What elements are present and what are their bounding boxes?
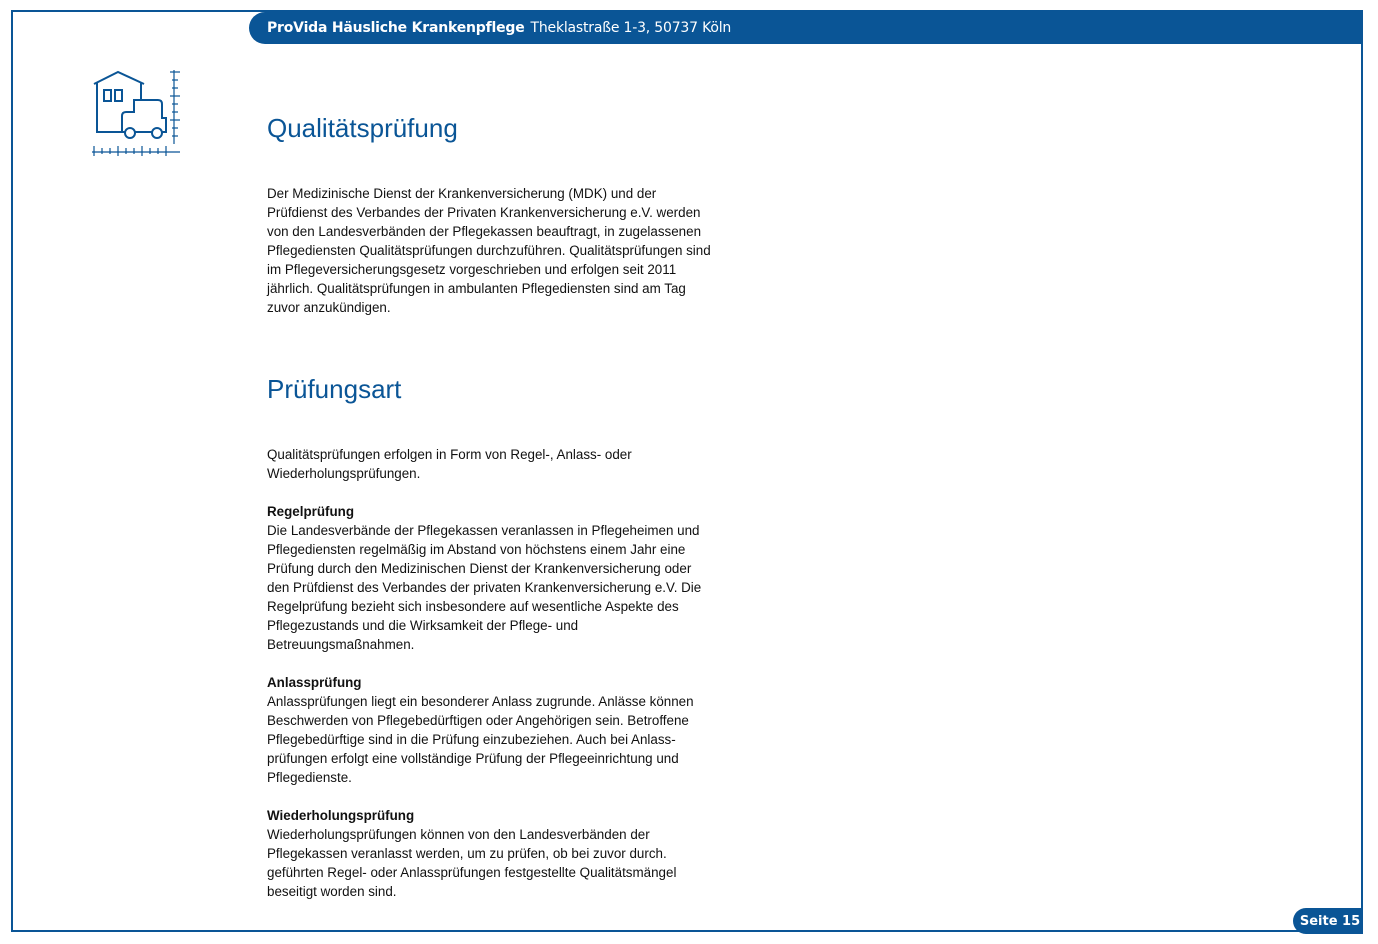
regelpruefung-heading: Regelprüfung — [267, 504, 355, 519]
pruefungsart-intro: Qualitätsprüfungen erfolgen in Form von Regel-, Anlass- oder Wiederholungsprüfungen. — [267, 447, 632, 481]
regelpruefung-text: Die Landesverbände der Pflegekassen veranlassen in Pflegeheimen und Pflegediensten regelmäßig im Abstand von höchstens einem Jahr eine Prüfung durch den Medizinischen Dienst der Krankenversicherung oder den Prüfdienst des Verbandes der privaten Krankenversicherung e.V. Die Regelprüfung bezieht sich insbesondere auf wesentliche Aspekte des Pflegezustands und die Wirksamkeit der Pflege- und Betreuungsmaßnahmen. — [267, 523, 702, 652]
section-title-qualitaetspruefung: Qualitätsprüfung — [267, 113, 458, 143]
wiederholungspruefung-text: Wiederholungsprüfungen können von den Landesverbänden der Pflegekassen veranlasst werden, um zu prüfen, ob bei zuvor durch. geführten Regel- oder Anlassprüfungen festgestellte Qualitätsmängel beseitigt worden sind. — [267, 827, 677, 899]
qualitaetspruefung-text: Der Medizinische Dienst der Krankenversicherung (MDK) und der Prüfdienst des Verbandes der Privaten Krankenversicherung e.V. werden von den Landesverbänden der Pflegekassen beauftragt, in zugelassenen Pflegediensten Qualitätsprüfungen durchzuführen. Qualitätsprüfungen sind im Pflegeversicherungsgesetz vorgeschrieben und erfolgen seit 2011 jährlich. Qualitätsprüfungen in ambulanten Pflegediensten sind am Tag zuvor anzukündigen. — [267, 186, 711, 315]
main-content — [267, 108, 717, 901]
house-with-car-measure-icon — [88, 66, 184, 160]
anlasspruefung-text: Anlassprüfungen liegt ein besonderer Anlass zugrunde. Anlässe können Beschwerden von Pflegebedürftigen oder Angehörigen sein. Betroffene Pflegebedürftige sind in die Prüfung einzubeziehen. Auch bei Anlass-prüfungen erfolgt eine vollständige Prüfung der Pflegeeinrichtung und Pflegedienste. — [267, 694, 694, 785]
header-bar — [249, 12, 1363, 44]
anlasspruefung-heading: Anlassprüfung — [267, 675, 362, 690]
header-brand: ProVida Häusliche Krankenpflege — [267, 20, 525, 36]
wiederholungspruefung-heading: Wiederholungsprüfung — [267, 808, 415, 823]
header-address: Theklastraße 1-3, 50737 Köln — [530, 20, 732, 36]
section-title-pruefungsart: Prüfungsart — [267, 374, 402, 404]
page-number-badge: Seite 15 — [1293, 908, 1363, 934]
